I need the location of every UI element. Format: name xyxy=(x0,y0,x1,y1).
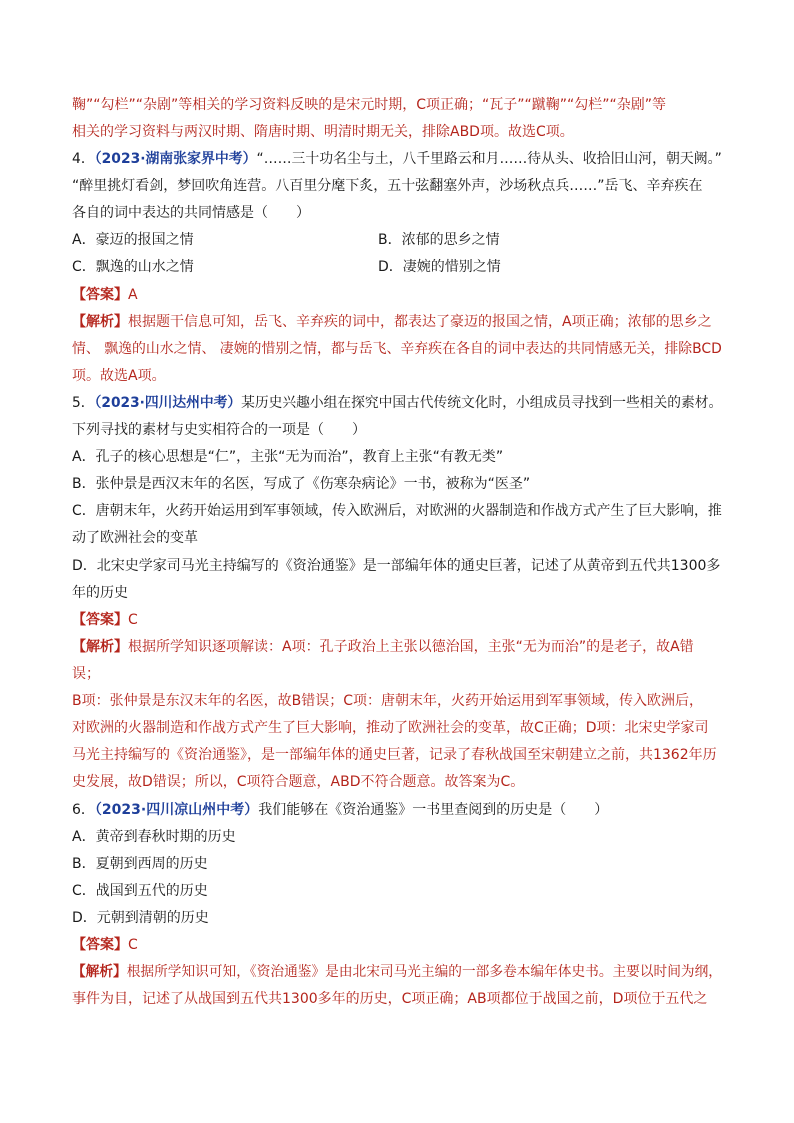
option-b: B．张仲景是西汉末年的名医，写成了《伤寒杂病论》一书，被称为“医圣” xyxy=(72,476,531,492)
question-source: （2023·湖南张家界中考） xyxy=(94,151,257,167)
answer-value: C xyxy=(128,937,138,953)
answer-line xyxy=(72,285,138,305)
analysis-text: 相关的学习资料与两汉时期、隋唐时期、明清时期无关，排除ABD项。故选C项。 xyxy=(72,124,574,140)
option-b: B．浓郁的思乡之情 xyxy=(378,232,500,248)
analysis-text: 根据题干信息可知，岳飞、辛弃疾的词中，都表达了豪迈的报国之情，A项正确；浓郁的思乡之 xyxy=(128,314,712,330)
answer-value: C xyxy=(128,612,138,628)
option-d-cont: 年的历史 xyxy=(72,585,128,601)
question-text: 我们能够在《资治通鉴》一书里查阅到的历史是（ ） xyxy=(258,802,609,818)
question-text: 各自的词中表达的共同情感是（ ） xyxy=(72,205,310,221)
analysis-text: 事件为目，记述了从战国到五代共1300多年的历史，C项正确；AB项都位于战国之前，D项位于五代之 xyxy=(72,991,708,1007)
option-a: A．孔子的核心思想是“仁”，主张“无为而治”，教育上主张“有教无类” xyxy=(72,449,504,465)
option-a: A．豪迈的报国之情 xyxy=(72,232,194,248)
question-source: （2023·四川凉山州中考） xyxy=(94,802,259,818)
question-source: （2023·四川达州中考） xyxy=(94,395,242,411)
analysis-text: 情、 飘逸的山水之情、 凄婉的惜别之情，都与岳飞、辛弃疾在各自的词中表达的共同情感无关，排除BCD xyxy=(72,341,722,357)
answer-label: 【答案】 xyxy=(72,937,128,953)
answer-line xyxy=(72,610,138,630)
answer-label: 【答案】 xyxy=(72,287,128,303)
option-c: C．战国到五代的历史 xyxy=(72,883,208,899)
analysis-label: 【解析】 xyxy=(72,964,127,980)
analysis-label: 【解析】 xyxy=(72,639,128,655)
question-number: 5． xyxy=(72,395,95,411)
answer-label: 【答案】 xyxy=(72,612,128,628)
question-text: “……三十功名尘与土，八千里路云和月……待从头、收拾旧山河，朝天阙。” xyxy=(256,151,722,167)
analysis-line xyxy=(72,962,722,982)
option-d: D．元朝到清朝的历史 xyxy=(72,910,209,926)
analysis-line xyxy=(72,637,694,657)
question-number: 4． xyxy=(72,151,95,167)
question-6-stem xyxy=(72,800,608,820)
analysis-text: B项：张仲景是东汉末年的名医，故B错误；C项：唐朝末年，火药开始运用到军事领域，传入欧洲后， xyxy=(72,693,703,709)
analysis-text: 根据所学知识可知，《资治通鉴》是由北宋司马光主编的一部多卷本编年体史书。主要以时间为纲， xyxy=(126,964,722,980)
option-c-cont: 动了欧洲社会的变革 xyxy=(72,530,198,546)
question-text: 下列寻找的素材与史实相符合的一项是（ ） xyxy=(72,422,366,438)
option-b: B．夏朝到西周的历史 xyxy=(72,856,208,872)
question-text: “醉里挑灯看剑，梦回吹角连营。八百里分麾下炙，五十弦翻塞外声，沙场秋点兵……”岳飞、辛弃疾在 xyxy=(72,178,703,194)
analysis-text: 误； xyxy=(72,666,100,682)
analysis-line xyxy=(72,312,712,332)
analysis-text: 对欧洲的火器制造和作战方式产生了巨大影响，推动了欧洲社会的变革，故C正确；D项：北宋史学家司 xyxy=(72,720,709,736)
option-a: A．黄帝到春秋时期的历史 xyxy=(72,829,236,845)
question-4-stem xyxy=(72,149,722,169)
option-c: C．唐朝末年，火药开始运用到军事领域，传入欧洲后，对欧洲的火器制造和作战方式产生了巨大影响，推 xyxy=(72,503,722,519)
question-5-stem xyxy=(72,393,722,413)
analysis-text: 史发展，故D错误；所以，C项符合题意，ABD不符合题意。故答案为C。 xyxy=(72,774,525,790)
question-text: 某历史兴趣小组在探究中国古代传统文化时，小组成员寻找到一些相关的素材。 xyxy=(241,395,723,411)
analysis-text: 项。故选A项。 xyxy=(72,368,166,384)
analysis-text: 马光主持编写的《资治通鉴》，是一部编年体的通史巨著，记录了春秋战国至宋朝建立之前，共1362年历 xyxy=(72,747,717,763)
analysis-text: 根据所学知识逐项解读：A项：孔子政治上主张以德治国，主张“无为而治”的是老子，故A错 xyxy=(128,639,694,655)
answer-line xyxy=(72,935,138,955)
answer-value: A xyxy=(128,287,138,303)
analysis-text: 鞠”“勾栏”“杂剧”等相关的学习资料反映的是宋元时期，C项正确；“瓦子”“蹴鞠”“勾栏”“杂剧”等 xyxy=(72,97,667,113)
option-c: C．飘逸的山水之情 xyxy=(72,259,194,275)
option-d: D．凄婉的惜别之情 xyxy=(378,259,501,275)
question-number: 6． xyxy=(72,802,95,818)
option-d: D．北宋史学家司马光主持编写的《资治通鉴》是一部编年体的通史巨著，记述了从黄帝到五代共1300多 xyxy=(72,558,721,574)
analysis-label: 【解析】 xyxy=(72,314,128,330)
